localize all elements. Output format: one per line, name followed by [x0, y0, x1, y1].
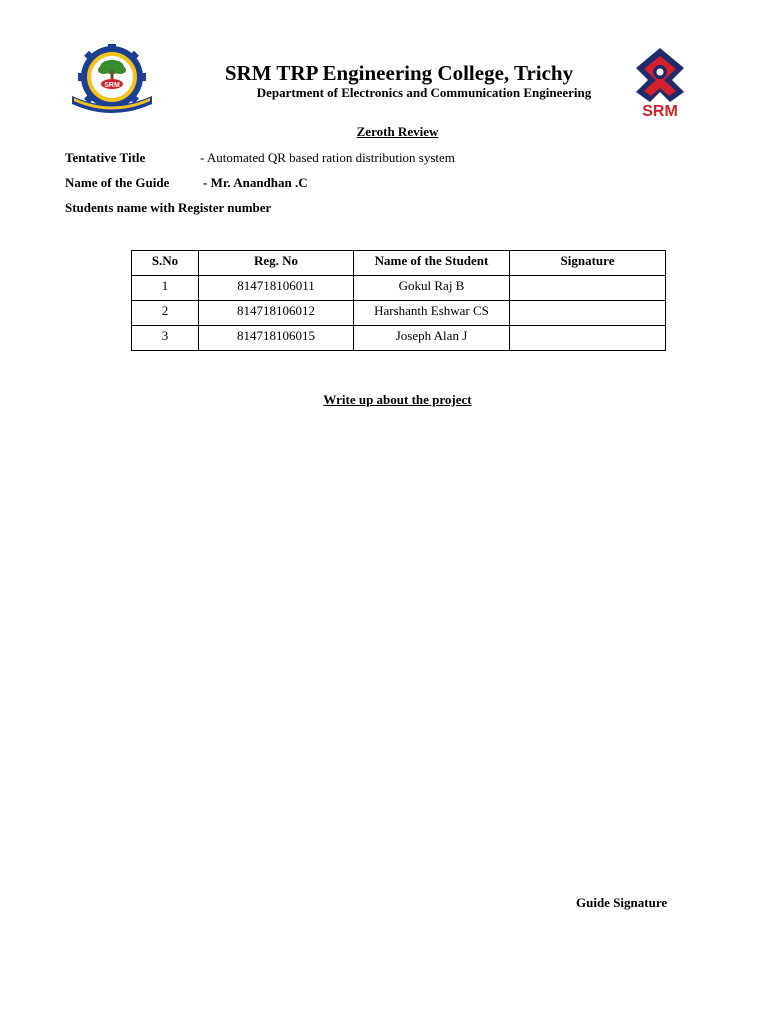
- tentative-title-label: Tentative Title: [65, 150, 146, 165]
- cell-student-name: Harshanth Eshwar CS: [354, 301, 510, 326]
- cell-sno: 1: [132, 276, 199, 301]
- srm-logo-text: SRM: [642, 103, 678, 118]
- department-name: Department of Electronics and Communication Engineering: [256, 85, 592, 100]
- header-student-name: Name of the Student: [354, 251, 510, 276]
- college-emblem-logo: [68, 44, 156, 114]
- table-header-row: [132, 251, 666, 276]
- cell-student-name: Gokul Raj B: [354, 276, 510, 301]
- table-row: [132, 276, 666, 301]
- cell-signature: [510, 276, 666, 301]
- write-up-heading: Write up about the project: [323, 392, 472, 407]
- guide-value: - Mr. Anandhan .C: [203, 175, 308, 190]
- tentative-title-row: [65, 150, 455, 166]
- header-signature: Signature: [510, 251, 666, 276]
- cell-signature: [510, 301, 666, 326]
- review-title: Zeroth Review: [356, 124, 439, 139]
- emblem-label: SRM: [104, 82, 120, 89]
- cell-student-name: Joseph Alan J: [354, 326, 510, 351]
- students-table: [131, 250, 666, 351]
- header-sno: S.No: [132, 251, 199, 276]
- cell-reg-no: 814718106012: [199, 301, 354, 326]
- cell-sno: 3: [132, 326, 199, 351]
- cell-reg-no: 814718106011: [199, 276, 354, 301]
- cell-reg-no: 814718106015: [199, 326, 354, 351]
- table-row: [132, 326, 666, 351]
- header-reg-no: Reg. No: [199, 251, 354, 276]
- cell-sno: 2: [132, 301, 199, 326]
- college-name: SRM TRP Engineering College, Trichy: [224, 61, 574, 85]
- cell-signature: [510, 326, 666, 351]
- tentative-title-value: - Automated QR based ration distribution system: [200, 150, 455, 165]
- guide-row: [65, 175, 308, 191]
- table-row: [132, 301, 666, 326]
- guide-label: Name of the Guide: [65, 175, 170, 190]
- guide-signature-label: Guide Signature: [576, 895, 668, 910]
- students-label: Students name with Register number: [65, 200, 272, 215]
